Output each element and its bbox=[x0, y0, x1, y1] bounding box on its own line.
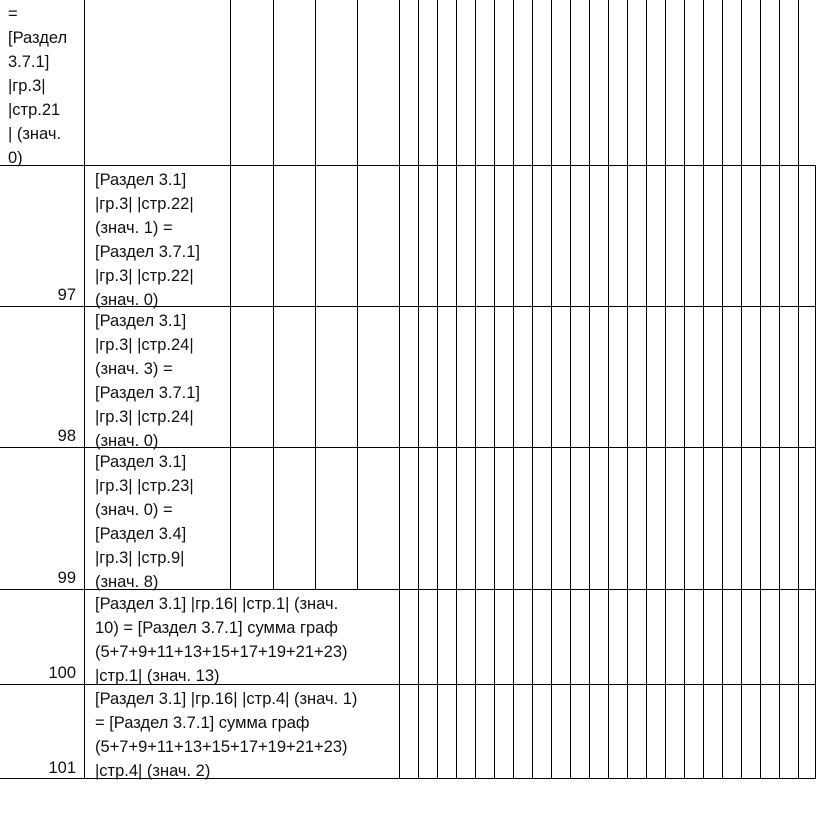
grid-line bbox=[570, 0, 571, 778]
grid-line bbox=[230, 0, 231, 589]
row-number: 100 bbox=[48, 664, 76, 682]
grid-line bbox=[418, 0, 419, 778]
grid-line bbox=[551, 0, 552, 778]
grid-line bbox=[608, 0, 609, 778]
grid-line bbox=[703, 0, 704, 778]
table-cell-text: [Раздел 3.1] |гр.16| |стр.4| (знач. 1) = [Раздел 3.7.1] сумма граф (5+7+9+11+13+15+17+19+21+23) |стр.4| (знач. 2) bbox=[95, 690, 358, 780]
grid-line bbox=[437, 0, 438, 778]
grid-line bbox=[722, 0, 723, 778]
table-cell-text: = [Раздел 3.7.1] |гр.3| |стр.21 | (знач. 0) bbox=[8, 5, 68, 167]
table-cell-text: [Раздел 3.1] |гр.3| |стр.24| (знач. 3) = [Раздел 3.7.1] |гр.3| |стр.24| (знач. 0) bbox=[95, 312, 200, 450]
grid-line bbox=[513, 0, 514, 778]
grid-line bbox=[665, 0, 666, 778]
grid-line bbox=[315, 0, 316, 589]
grid-line bbox=[798, 0, 799, 778]
grid-line bbox=[627, 0, 628, 778]
row-number: 98 bbox=[57, 427, 76, 445]
grid-line bbox=[646, 0, 647, 778]
table-cell-text: [Раздел 3.1] |гр.3| |стр.23| (знач. 0) = [Раздел 3.4] |гр.3| |стр.9| (знач. 8) bbox=[95, 453, 194, 591]
grid-line bbox=[0, 165, 816, 166]
table-cell-text: [Раздел 3.1] |гр.3| |стр.22| (знач. 1) = [Раздел 3.7.1] |гр.3| |стр.22| (знач. 0) bbox=[95, 171, 200, 309]
grid-line bbox=[475, 0, 476, 778]
grid-line bbox=[273, 0, 274, 589]
grid-line bbox=[589, 0, 590, 778]
row-number: 101 bbox=[48, 759, 76, 777]
grid-line bbox=[84, 0, 85, 778]
grid-line bbox=[494, 0, 495, 778]
grid-line bbox=[779, 0, 780, 778]
row-number: 99 bbox=[57, 569, 76, 587]
grid-line bbox=[684, 0, 685, 778]
grid-line bbox=[399, 0, 400, 778]
table-cell-text: [Раздел 3.1] |гр.16| |стр.1| (знач. 10) = [Раздел 3.7.1] сумма граф (5+7+9+11+13+15+17+19+21+23) |стр.1| (знач. 13) bbox=[95, 595, 348, 685]
grid-line bbox=[357, 0, 358, 589]
grid-line bbox=[741, 0, 742, 778]
row-number: 97 bbox=[57, 286, 76, 304]
grid-line bbox=[760, 0, 761, 778]
grid-line bbox=[456, 0, 457, 778]
grid-line bbox=[532, 0, 533, 778]
